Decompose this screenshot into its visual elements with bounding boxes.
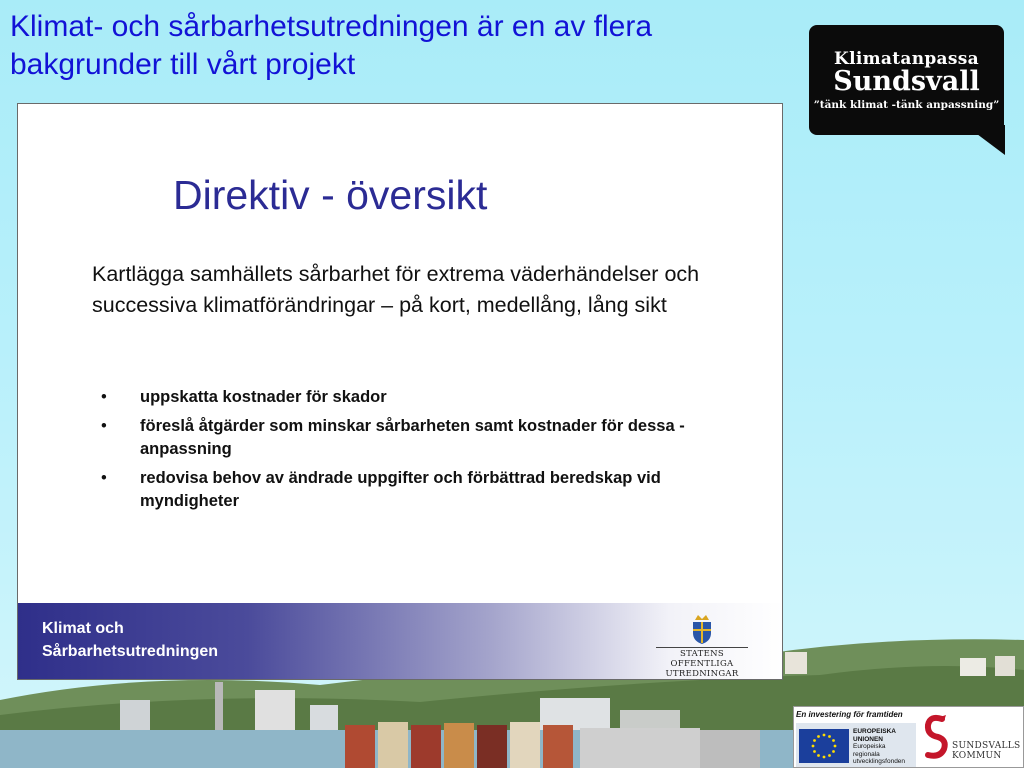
bullet-icon: • — [101, 417, 107, 435]
slide-bullet-list — [98, 386, 718, 519]
bullet-text: föreslå åtgärder som minskar sårbarheten samt kostnader för dessa - anpassning — [140, 417, 685, 458]
list-item — [98, 386, 718, 409]
dragon-s-icon — [922, 713, 950, 763]
sou-line-1: STATENS OFFENTLIGA — [670, 649, 734, 669]
funding-panel — [793, 706, 1024, 768]
eu-line-1: EUROPEISKA — [853, 728, 896, 735]
eu-line-5: utvecklingsfonden — [853, 758, 906, 765]
sou-divider — [656, 647, 748, 648]
bullet-icon: • — [101, 469, 107, 487]
list-item — [98, 415, 718, 461]
slide-footer-title — [42, 617, 218, 663]
eu-line-4: regionala — [853, 750, 880, 758]
sou-line-2: UTREDNINGAR — [665, 669, 739, 679]
bullet-icon: • — [101, 388, 107, 406]
kommun-name — [952, 741, 1021, 761]
sou-text — [650, 649, 754, 679]
eu-flag-icon — [799, 729, 849, 763]
eu-line-3: Europeiska — [853, 743, 886, 750]
kommun-line-2: KOMMUN — [952, 751, 1002, 761]
logo-line-1: Klimatanpassa — [834, 49, 979, 69]
eu-logo — [796, 723, 916, 767]
eu-line-2: UNIONEN — [853, 735, 883, 743]
slide-intro-text: Kartlägga samhällets sårbarhet för extrema väderhändelser och successiva klimatförändringar – på kort, medellång, lång sikt — [92, 262, 700, 317]
footer-line-1: Klimat och — [42, 620, 124, 637]
bullet-text: redovisa behov av ändrade uppgifter och förbättrad beredskap vid myndigheter — [140, 469, 661, 510]
page-headline: Klimat- och sårbarhetsutredningen är en av flera bakgrunder till vårt projekt — [10, 10, 653, 81]
logo-speech-tail — [965, 125, 1005, 155]
slide-footer-bar — [18, 603, 783, 680]
sou-logo — [650, 611, 754, 679]
funding-tagline: En investering för framtiden — [796, 710, 903, 719]
sundsvalls-kommun-logo — [922, 713, 1022, 765]
logo-tagline: ”tänk klimat -tänk anpassning” — [813, 99, 1000, 111]
klimatanpassa-sundsvall-logo — [809, 25, 1004, 135]
list-item — [98, 467, 718, 513]
footer-line-2: Sårbarhetsutredningen — [42, 643, 219, 660]
embedded-slide — [17, 103, 783, 680]
kommun-line-1: SUNDSVALLS — [952, 741, 1021, 751]
bullet-text: uppskatta kostnader för skador — [140, 388, 387, 406]
slide-title: Direktiv - översikt — [173, 172, 488, 218]
logo-line-2: Sundsvall — [833, 66, 980, 97]
crown-shield-icon — [690, 613, 714, 645]
eu-text — [853, 728, 905, 766]
